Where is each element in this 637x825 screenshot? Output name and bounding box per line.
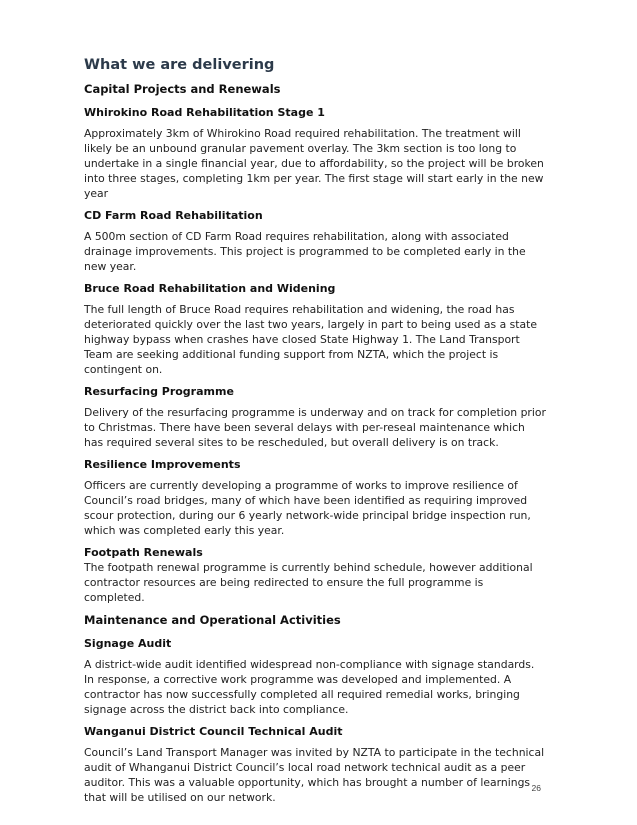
capital-section-heading: Capital Projects and Renewals — [84, 82, 281, 96]
maintenance-section-heading: Maintenance and Operational Activities — [84, 613, 341, 627]
footpath-heading: Footpath Renewals — [84, 546, 203, 559]
technical-audit-paragraph: Council’s Land Transport Manager was invited by NZTA to participate in the technical audit of Whanganui District Council’s local road network technical audit as a peer auditor. This was a valuable opportunity, which has brought a number of learnings that will be utilised on our network. — [84, 746, 545, 804]
resurfacing-heading: Resurfacing Programme — [84, 385, 234, 398]
page-title: What we are delivering — [84, 57, 275, 73]
page-number: 26 — [531, 783, 541, 793]
bruce-road-heading: Bruce Road Rehabilitation and Widening — [84, 282, 336, 295]
resilience-paragraph: Officers are currently developing a programme of works to improve resilience of Council’s road bridges, many of which have been identified as requiring improved scour protection, during our 6 yearly network-wide principal bridge inspection run, which was completed early this year. — [84, 479, 531, 537]
resilience-heading: Resilience Improvements — [84, 458, 241, 471]
signage-audit-paragraph: A district-wide audit identified widespread non-compliance with signage standards. In response, a corrective work programme was developed and implemented. A contractor has now successfully completed all required remedial works, bringing signage across the district back into compliance. — [84, 658, 535, 716]
resurfacing-paragraph: Delivery of the resurfacing programme is underway and on track for completion prior to Christmas. There have been several delays with per-reseal maintenance which has required several sites to be rescheduled, but overall delivery is on track. — [84, 406, 546, 449]
technical-audit-heading: Wanganui District Council Technical Audit — [84, 725, 343, 738]
footpath-paragraph: The footpath renewal programme is currently behind schedule, however additional contractor resources are being redirected to ensure the full programme is completed. — [84, 561, 533, 604]
cd-farm-paragraph: A 500m section of CD Farm Road requires rehabilitation, along with associated drainage improvements. This project is programmed to be completed early in the new year. — [84, 230, 526, 273]
whirokino-paragraph: Approximately 3km of Whirokino Road required rehabilitation. The treatment will likely be an unbound granular pavement overlay. The 3km section is too long to undertake in a single financial year, due to affordability, so the project will be broken into three stages, completing 1km per year. The first stage will start early in the new year — [84, 127, 544, 200]
bruce-road-paragraph: The full length of Bruce Road requires rehabilitation and widening, the road has deteriorated quickly over the last two years, largely in part to being used as a state highway bypass when crashes have closed State Highway 1. The Land Transport Team are seeking additional funding support from NZTA, which the project is contingent on. — [84, 303, 537, 376]
whirokino-heading: Whirokino Road Rehabilitation Stage 1 — [84, 106, 325, 119]
cd-farm-heading: CD Farm Road Rehabilitation — [84, 209, 263, 222]
signage-audit-heading: Signage Audit — [84, 637, 172, 650]
